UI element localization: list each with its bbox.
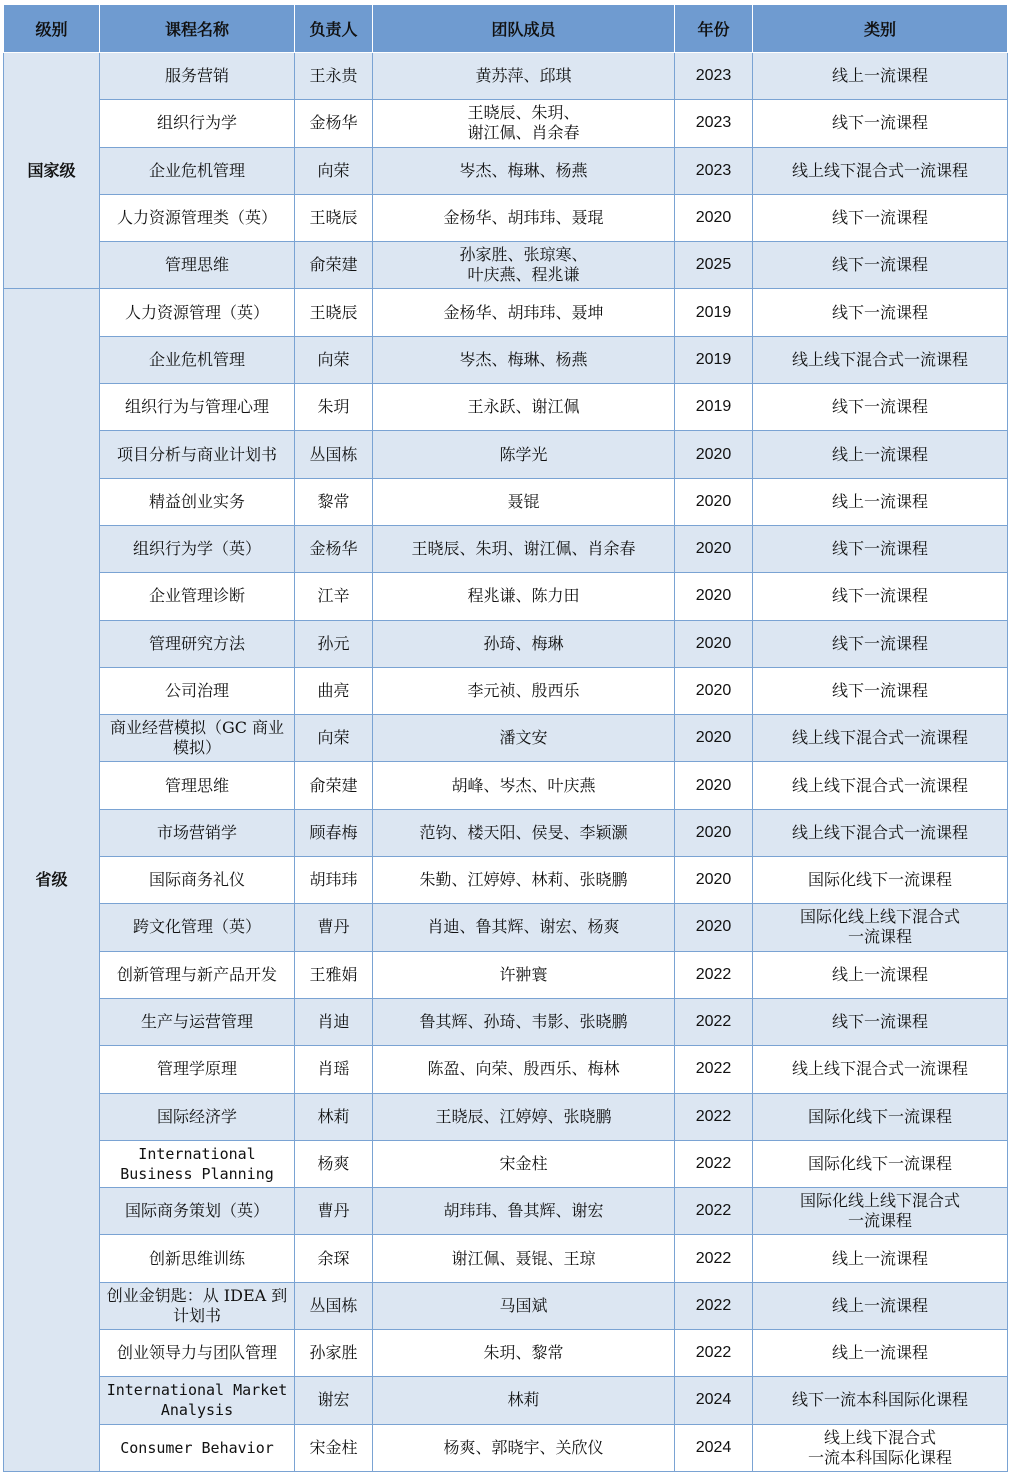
lead-cell: 金杨华 [295, 100, 373, 147]
table-row [4, 951, 1008, 998]
year-cell: 2020 [675, 525, 753, 572]
category-cell: 线上一流课程 [753, 1282, 1008, 1329]
category-cell: 线上线下混合式一流课程 [753, 147, 1008, 194]
category-cell: 线上线下混合式一流课程 [753, 809, 1008, 856]
team-members-cell: 陈盈、向荣、殷西乐、梅林 [373, 1046, 675, 1093]
header-row [4, 5, 1008, 53]
year-cell: 2022 [675, 1093, 753, 1140]
year-cell: 2022 [675, 1330, 753, 1377]
team-members-cell: 岑杰、梅琳、杨燕 [373, 147, 675, 194]
table-row [4, 1140, 1008, 1187]
table-row [4, 431, 1008, 478]
lead-cell: 曹丹 [295, 1188, 373, 1235]
team-members-cell: 马国斌 [373, 1282, 675, 1329]
year-cell: 2022 [675, 951, 753, 998]
team-members-cell: 胡玮玮、鲁其辉、谢宏 [373, 1188, 675, 1235]
year-cell: 2020 [675, 431, 753, 478]
table-row [4, 478, 1008, 525]
table-row [4, 1235, 1008, 1282]
header-course-name: 课程名称 [100, 5, 295, 53]
team-members-cell: 许翀寰 [373, 951, 675, 998]
table-row [4, 1282, 1008, 1329]
lead-cell: 曹丹 [295, 904, 373, 951]
course-name-cell: 创新管理与新产品开发 [100, 951, 295, 998]
lead-cell: 黎常 [295, 478, 373, 525]
year-cell: 2020 [675, 667, 753, 714]
course-name-cell: 组织行为学 [100, 100, 295, 147]
team-members-cell: 朱玥、黎常 [373, 1330, 675, 1377]
course-table-wrapper [3, 4, 1008, 1472]
team-members-cell: 孙琦、梅琳 [373, 620, 675, 667]
category-cell: 线下一流课程 [753, 620, 1008, 667]
year-cell: 2022 [675, 1140, 753, 1187]
team-members-cell: 金杨华、胡玮玮、聂琨 [373, 194, 675, 241]
level-cell: 国家级 [4, 53, 100, 289]
team-members-cell: 程兆谦、陈力田 [373, 573, 675, 620]
year-cell: 2023 [675, 100, 753, 147]
course-name-cell: 跨文化管理（英） [100, 904, 295, 951]
course-name-cell: 企业危机管理 [100, 336, 295, 383]
lead-cell: 孙元 [295, 620, 373, 667]
year-cell: 2023 [675, 147, 753, 194]
table-body [4, 53, 1008, 1472]
course-name-cell: 国际商务礼仪 [100, 857, 295, 904]
course-name-cell: 管理思维 [100, 242, 295, 289]
course-name-cell: 企业危机管理 [100, 147, 295, 194]
year-cell: 2020 [675, 573, 753, 620]
table-row [4, 1046, 1008, 1093]
team-members-cell: 黄苏萍、邱琪 [373, 53, 675, 100]
course-name-cell: 公司治理 [100, 667, 295, 714]
year-cell: 2023 [675, 53, 753, 100]
lead-cell: 江辛 [295, 573, 373, 620]
course-name-cell: 人力资源管理类（英） [100, 194, 295, 241]
year-cell: 2020 [675, 762, 753, 809]
category-cell: 线下一流课程 [753, 667, 1008, 714]
lead-cell: 向荣 [295, 147, 373, 194]
course-name-cell: 国际商务策划（英） [100, 1188, 295, 1235]
course-name-cell: 国际经济学 [100, 1093, 295, 1140]
header-level: 级别 [4, 5, 100, 53]
team-members-cell: 杨爽、郭晓宇、关欣仪 [373, 1424, 675, 1471]
lead-cell: 谢宏 [295, 1377, 373, 1424]
course-name-cell: 市场营销学 [100, 809, 295, 856]
course-name-cell: 组织行为与管理心理 [100, 384, 295, 431]
course-name-cell: 创新思维训练 [100, 1235, 295, 1282]
team-members-cell: 孙家胜、张琼寒、 叶庆燕、程兆谦 [373, 242, 675, 289]
category-cell: 线下一流课程 [753, 998, 1008, 1045]
team-members-cell: 鲁其辉、孙琦、韦影、张晓鹏 [373, 998, 675, 1045]
year-cell: 2022 [675, 1046, 753, 1093]
team-members-cell: 范钧、楼天阳、侯旻、李颖灏 [373, 809, 675, 856]
lead-cell: 俞荣建 [295, 242, 373, 289]
table-row [4, 857, 1008, 904]
table-row [4, 762, 1008, 809]
category-cell: 线上线下混合式一流课程 [753, 1046, 1008, 1093]
year-cell: 2019 [675, 289, 753, 336]
year-cell: 2024 [675, 1377, 753, 1424]
level-cell: 省级 [4, 289, 100, 1471]
course-name-cell: International Business Planning [100, 1140, 295, 1187]
lead-cell: 丛国栋 [295, 1282, 373, 1329]
lead-cell: 曲亮 [295, 667, 373, 714]
table-row [4, 525, 1008, 572]
lead-cell: 向荣 [295, 336, 373, 383]
table-row [4, 620, 1008, 667]
lead-cell: 丛国栋 [295, 431, 373, 478]
table-row [4, 573, 1008, 620]
team-members-cell: 胡峰、岑杰、叶庆燕 [373, 762, 675, 809]
lead-cell: 王雅娟 [295, 951, 373, 998]
team-members-cell: 李元祯、殷西乐 [373, 667, 675, 714]
year-cell: 2019 [675, 384, 753, 431]
course-table [3, 4, 1008, 1472]
header-category: 类别 [753, 5, 1008, 53]
category-cell: 线上一流课程 [753, 431, 1008, 478]
course-name-cell: 服务营销 [100, 53, 295, 100]
course-name-cell: 企业管理诊断 [100, 573, 295, 620]
category-cell: 国际化线下一流课程 [753, 857, 1008, 904]
lead-cell: 宋金柱 [295, 1424, 373, 1471]
year-cell: 2020 [675, 194, 753, 241]
course-name-cell: International Market Analysis [100, 1377, 295, 1424]
table-row [4, 715, 1008, 762]
team-members-cell: 王晓辰、朱玥、 谢江佩、肖余春 [373, 100, 675, 147]
team-members-cell: 朱勤、江婷婷、林莉、张晓鹏 [373, 857, 675, 904]
team-members-cell: 陈学光 [373, 431, 675, 478]
course-name-cell: 精益创业实务 [100, 478, 295, 525]
lead-cell: 朱玥 [295, 384, 373, 431]
lead-cell: 林莉 [295, 1093, 373, 1140]
category-cell: 线上一流课程 [753, 1330, 1008, 1377]
year-cell: 2019 [675, 336, 753, 383]
year-cell: 2025 [675, 242, 753, 289]
table-row [4, 384, 1008, 431]
lead-cell: 胡玮玮 [295, 857, 373, 904]
team-members-cell: 金杨华、胡玮玮、聂坤 [373, 289, 675, 336]
course-name-cell: 创业金钥匙：从 IDEA 到 计划书 [100, 1282, 295, 1329]
header-team: 团队成员 [373, 5, 675, 53]
category-cell: 线上线下混合式一流课程 [753, 762, 1008, 809]
team-members-cell: 谢江佩、聂锟、王琼 [373, 1235, 675, 1282]
course-name-cell: 管理学原理 [100, 1046, 295, 1093]
team-members-cell: 岑杰、梅琳、杨燕 [373, 336, 675, 383]
team-members-cell: 宋金柱 [373, 1140, 675, 1187]
category-cell: 线下一流课程 [753, 194, 1008, 241]
year-cell: 2024 [675, 1424, 753, 1471]
category-cell: 线下一流课程 [753, 525, 1008, 572]
category-cell: 线上一流课程 [753, 478, 1008, 525]
category-cell: 国际化线上线下混合式 一流课程 [753, 1188, 1008, 1235]
course-name-cell: 人力资源管理（英） [100, 289, 295, 336]
lead-cell: 金杨华 [295, 525, 373, 572]
category-cell: 线下一流本科国际化课程 [753, 1377, 1008, 1424]
header-year: 年份 [675, 5, 753, 53]
course-name-cell: 创业领导力与团队管理 [100, 1330, 295, 1377]
table-row [4, 667, 1008, 714]
year-cell: 2020 [675, 904, 753, 951]
category-cell: 国际化线下一流课程 [753, 1140, 1008, 1187]
lead-cell: 余琛 [295, 1235, 373, 1282]
lead-cell: 顾春梅 [295, 809, 373, 856]
category-cell: 线上一流课程 [753, 951, 1008, 998]
lead-cell: 俞荣建 [295, 762, 373, 809]
year-cell: 2022 [675, 998, 753, 1045]
team-members-cell: 肖迪、鲁其辉、谢宏、杨爽 [373, 904, 675, 951]
category-cell: 线上线下混合式 一流本科国际化课程 [753, 1424, 1008, 1471]
table-row [4, 242, 1008, 289]
category-cell: 线下一流课程 [753, 573, 1008, 620]
table-row [4, 147, 1008, 194]
team-members-cell: 王永跃、谢江佩 [373, 384, 675, 431]
team-members-cell: 王晓辰、朱玥、谢江佩、肖余春 [373, 525, 675, 572]
course-name-cell: 项目分析与商业计划书 [100, 431, 295, 478]
lead-cell: 向荣 [295, 715, 373, 762]
category-cell: 线上一流课程 [753, 53, 1008, 100]
table-row [4, 904, 1008, 951]
team-members-cell: 林莉 [373, 1377, 675, 1424]
category-cell: 线下一流课程 [753, 384, 1008, 431]
category-cell: 线下一流课程 [753, 100, 1008, 147]
course-name-cell: 组织行为学（英） [100, 525, 295, 572]
lead-cell: 王晓辰 [295, 289, 373, 336]
table-row [4, 1424, 1008, 1471]
team-members-cell: 聂锟 [373, 478, 675, 525]
year-cell: 2022 [675, 1188, 753, 1235]
course-name-cell: 生产与运营管理 [100, 998, 295, 1045]
category-cell: 线上线下混合式一流课程 [753, 336, 1008, 383]
table-row [4, 1093, 1008, 1140]
table-row [4, 1330, 1008, 1377]
team-members-cell: 潘文安 [373, 715, 675, 762]
course-name-cell: 商业经营模拟（GC 商业 模拟） [100, 715, 295, 762]
course-name-cell: Consumer Behavior [100, 1424, 295, 1471]
lead-cell: 肖迪 [295, 998, 373, 1045]
year-cell: 2022 [675, 1282, 753, 1329]
table-row [4, 1377, 1008, 1424]
header-lead: 负责人 [295, 5, 373, 53]
category-cell: 线下一流课程 [753, 242, 1008, 289]
category-cell: 国际化线上线下混合式 一流课程 [753, 904, 1008, 951]
table-row [4, 100, 1008, 147]
year-cell: 2020 [675, 857, 753, 904]
table-row [4, 53, 1008, 100]
lead-cell: 杨爽 [295, 1140, 373, 1187]
category-cell: 国际化线下一流课程 [753, 1093, 1008, 1140]
table-row [4, 289, 1008, 336]
table-row [4, 1188, 1008, 1235]
lead-cell: 王永贵 [295, 53, 373, 100]
course-name-cell: 管理思维 [100, 762, 295, 809]
category-cell: 线上线下混合式一流课程 [753, 715, 1008, 762]
table-row [4, 809, 1008, 856]
team-members-cell: 王晓辰、江婷婷、张晓鹏 [373, 1093, 675, 1140]
course-name-cell: 管理研究方法 [100, 620, 295, 667]
year-cell: 2022 [675, 1235, 753, 1282]
table-row [4, 336, 1008, 383]
category-cell: 线上一流课程 [753, 1235, 1008, 1282]
table-row [4, 998, 1008, 1045]
table-row [4, 194, 1008, 241]
lead-cell: 王晓辰 [295, 194, 373, 241]
year-cell: 2020 [675, 478, 753, 525]
year-cell: 2020 [675, 715, 753, 762]
year-cell: 2020 [675, 620, 753, 667]
year-cell: 2020 [675, 809, 753, 856]
lead-cell: 肖瑶 [295, 1046, 373, 1093]
category-cell: 线下一流课程 [753, 289, 1008, 336]
lead-cell: 孙家胜 [295, 1330, 373, 1377]
